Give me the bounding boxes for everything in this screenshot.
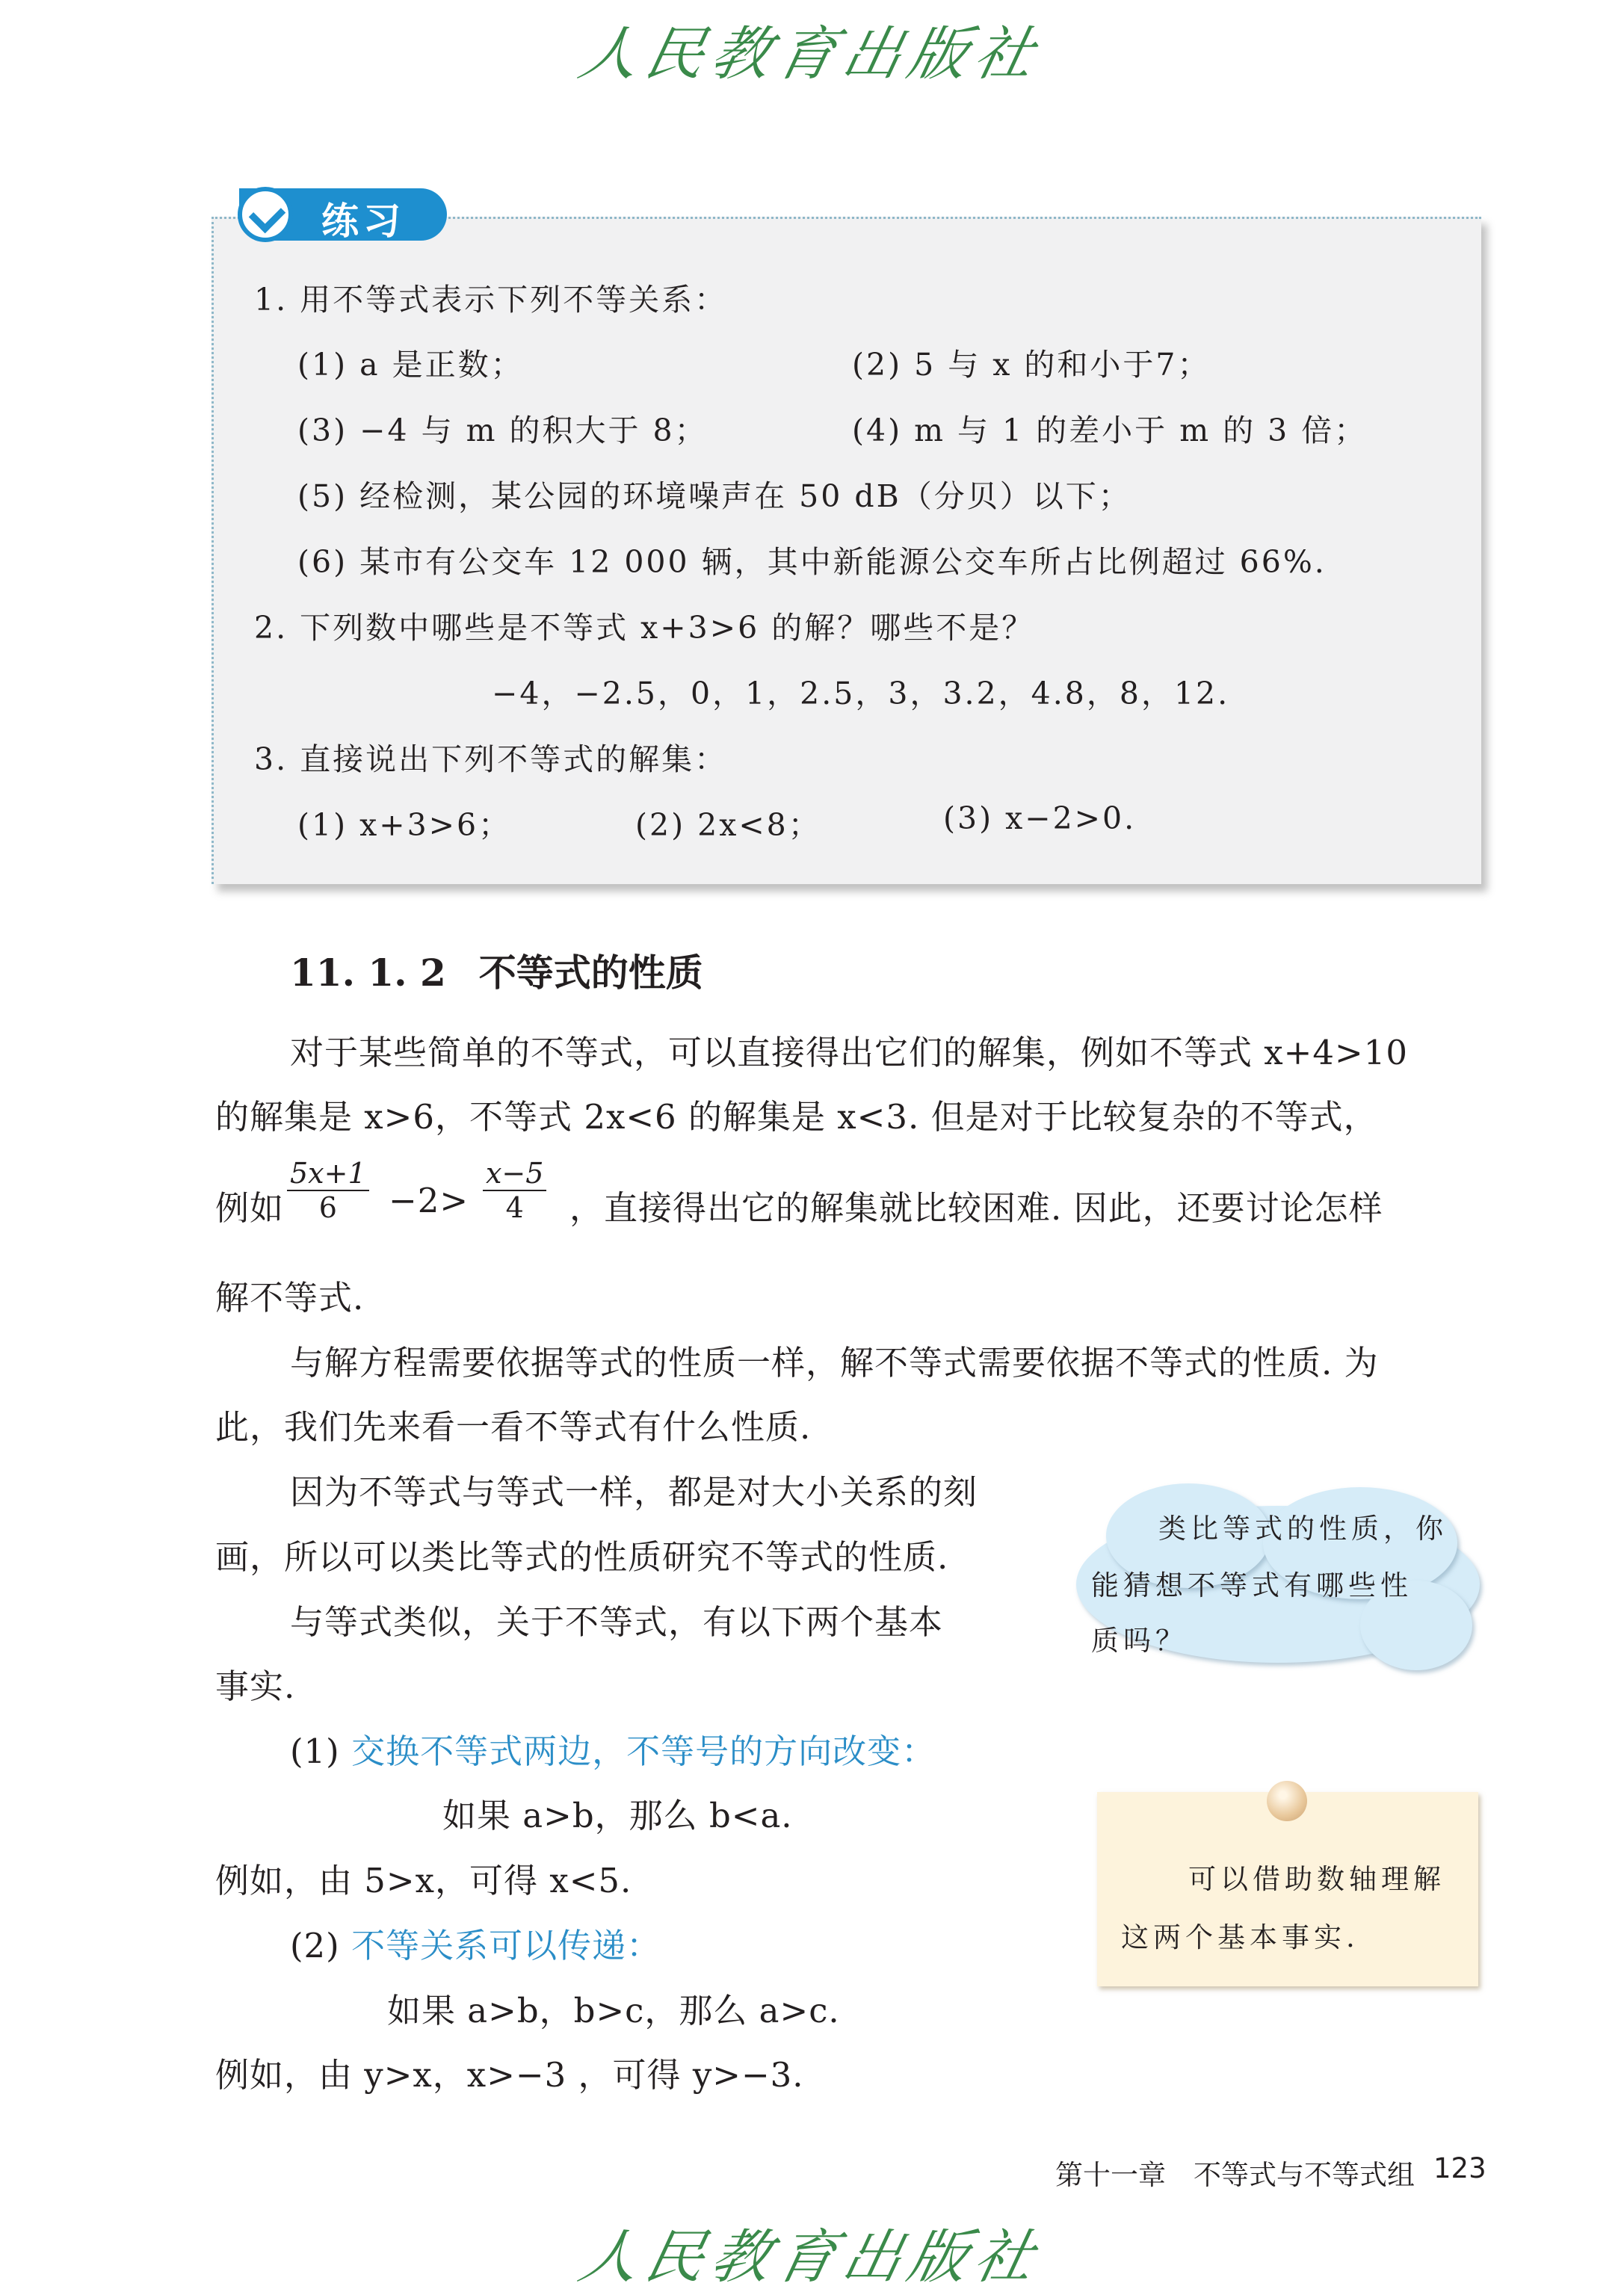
paragraph-line: 对于某些简单的不等式，可以直接得出它们的解集，例如不等式 x+4>10 (290, 1033, 1408, 1072)
section-title: 不等式的性质 (478, 951, 703, 995)
fraction-2-numerator: x−5 (483, 1157, 546, 1191)
exercise-q1-item: (2) 5 与 x 的和小于7； (852, 347, 1211, 383)
fact-1-label: (1) (290, 1732, 340, 1771)
exercise-q1-item: (1) a 是正数； (297, 347, 524, 383)
fraction-1 (287, 1157, 369, 1224)
paragraph-line: 与等式类似，关于不等式，有以下两个基本 (290, 1602, 944, 1642)
exercise-q2: 2. 下列数中哪些是不等式 x+3>6 的解？哪些不是？ (254, 610, 1035, 646)
exercise-q1-item: (5) 经检测，某公园的环境噪声在 50 dB（分贝）以下； (297, 478, 1131, 514)
paragraph-line: 因为不等式与等式一样，都是对大小关系的刻 (290, 1472, 978, 1512)
fraction-1-numerator: 5x+1 (287, 1157, 369, 1191)
cloud-line: 能猜想不等式有哪些性 (1091, 1569, 1412, 1601)
exercise-badge (239, 188, 447, 241)
exercise-q3-item: (3) x−2>0. (943, 800, 1137, 836)
page-number: 123 (1433, 2152, 1486, 2184)
fact-1 (290, 1724, 936, 1773)
exercise-q1-item: (4) m 与 1 的差小于 m 的 3 倍； (852, 413, 1368, 448)
exercise-q1: 1. 用不等式表示下列不等关系： (254, 282, 728, 318)
paragraph-line: 事实. (215, 1667, 296, 1706)
paragraph-line-prefix: 例如 (215, 1188, 285, 1228)
sticky-note (1097, 1792, 1478, 1986)
fact-2-label: (2) (290, 1926, 340, 1965)
fact-2-example: 例如，由 y>x，x>−3 ，可得 y>−3. (215, 2055, 804, 2095)
paragraph-line: 画，所以可以类比等式的性质研究不等式的性质. (215, 1537, 949, 1577)
fact-1-text: 交换不等式两边，不等号的方向改变： (351, 1732, 936, 1771)
paragraph-line: 此，我们先来看一看不等式有什么性质. (215, 1407, 812, 1447)
publisher-logo-top: 人民教育出版社 (573, 21, 1049, 88)
fact-2 (290, 1918, 661, 1967)
section-heading (290, 943, 703, 997)
fact-2-text: 不等关系可以传递： (351, 1926, 661, 1965)
exercise-q3-item: (1) x+3>6； (297, 807, 512, 843)
fraction-2 (483, 1157, 546, 1224)
exercise-q1-item: (6) 某市有公交车 12 000 辆，其中新能源公交车所占比例超过 66%. (297, 544, 1327, 580)
exercise-q3-item: (2) 2x<8； (635, 807, 821, 843)
fraction-1-denominator: 6 (318, 1191, 337, 1224)
cloud-line: 类比等式的性质，你 (1158, 1513, 1448, 1545)
paragraph-line: 的解集是 x>6，不等式 2x<6 的解集是 x<3. 但是对于比较复杂的不等式， (215, 1097, 1378, 1137)
note-line: 可以借助数轴理解 (1188, 1863, 1445, 1895)
fact-1-example: 例如，由 5>x，可得 x<5. (215, 1861, 632, 1900)
cloud-line: 质吗？ (1091, 1625, 1188, 1657)
exercise-q2-numbers: −4，−2.5，0，1，2.5，3，3.2，4.8，8，12. (492, 676, 1230, 711)
paragraph-line: 与解方程需要依据等式的性质一样，解不等式需要依据不等式的性质. 为 (290, 1343, 1379, 1383)
thought-cloud (1076, 1483, 1480, 1670)
pushpin-icon (1267, 1781, 1307, 1821)
exercise-q1-item: (3) −4 与 m 的积大于 8； (297, 413, 708, 448)
check-icon (238, 187, 293, 242)
fact-2-formula: 如果 a>b，b>c，那么 a>c. (387, 1991, 840, 2030)
footer-chapter: 第十一章 不等式与不等式组 (1055, 2159, 1415, 2191)
paragraph-line: 解不等式. (215, 1278, 365, 1318)
note-line: 这两个基本事实. (1121, 1921, 1359, 1953)
publisher-logo-bottom: 人民教育出版社 (573, 2224, 1049, 2291)
section-number: 11. 1. 2 (290, 951, 446, 995)
exercise-q3: 3. 直接说出下列不等式的解集： (254, 741, 728, 777)
fact-1-formula: 如果 a>b，那么 b<a. (442, 1796, 793, 1835)
fraction-2-denominator: 4 (505, 1191, 524, 1224)
paragraph-line-mid: −2> (389, 1181, 469, 1220)
paragraph-line-suffix: ，直接得出它的解集就比较困难. 因此，还要讨论怎样 (569, 1188, 1383, 1228)
exercise-badge-label: 练习 (321, 200, 405, 243)
